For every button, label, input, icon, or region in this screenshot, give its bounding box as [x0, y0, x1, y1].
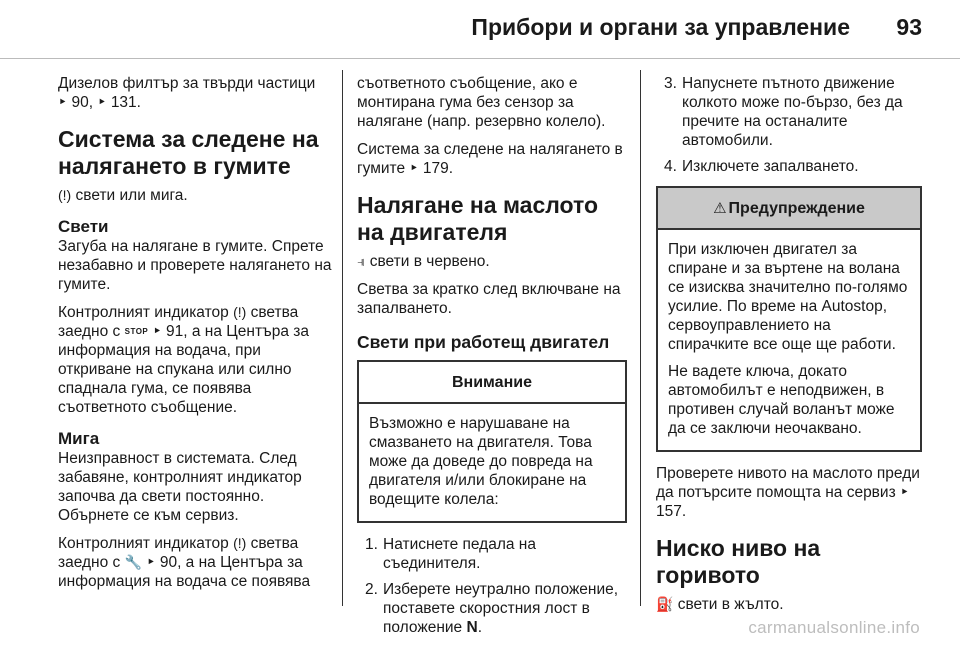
reference-arrow-icon: [409, 160, 418, 177]
caution-text: Възможно е нарушаване на смазването на двигателя. Това може да доведе до повреда на двигателя и/или блокиране на водещите колела:: [369, 415, 593, 508]
column-3: [656, 74, 922, 623]
reference-arrow-icon: [58, 94, 67, 111]
header-divider: [0, 58, 960, 59]
list-item: 2. Изберете неутрално положение, поставете скоростния лост в положение N.: [365, 581, 619, 636]
page-header: [0, 0, 960, 60]
paragraph-tpms-ref: Система за следене на налягането в гумите ‣ 179.: [357, 140, 627, 178]
list-item: 4. Изключете запалването.: [664, 158, 859, 175]
fuel-pump-icon: ⛽: [656, 596, 674, 612]
watermark: carmanualsonline.info: [748, 618, 920, 637]
paragraph-oil-check: Проверете нивото на маслото преди да потърсите помощта на сервиз ‣ 157.: [656, 464, 922, 521]
warning-triangle-icon: ⚠: [713, 200, 727, 217]
paragraph-intro: Дизелов филтър за твърди частици ‣ 90, ‣ 131.: [58, 74, 334, 112]
tire-pressure-icon: (!): [233, 304, 247, 320]
heading-lit: Свети: [58, 217, 109, 236]
warning-text-2: Не вадете ключа, докато автомобилът е неподвижен, в противен случай воланът може да се заключи неочаквано.: [668, 363, 895, 437]
gear-neutral: N: [466, 619, 478, 636]
reference-arrow-icon: [900, 484, 909, 501]
tpms-status: (!) свети или мига.: [58, 187, 188, 204]
column-divider-2: [640, 70, 641, 606]
caution-box: [357, 360, 627, 523]
warning-box: [656, 186, 922, 452]
heading-engine-running: Свети при работещ двигател: [357, 332, 610, 352]
column-divider-1: [342, 70, 343, 606]
service-wrench-icon: 🔧: [124, 554, 143, 570]
steps-list: [357, 535, 627, 637]
fuel-status: ⛽ свети в жълто.: [656, 596, 784, 613]
paragraph-blink-2: Контролният индикатор (!) светва заедно с 🔧 ‣ 90, а на Центъра за информация на водача се появява: [58, 534, 334, 591]
header-title: Прибори и органи за управление: [471, 14, 850, 40]
oil-status: ⫣ свети в червено.: [357, 253, 490, 270]
reference-arrow-icon: [153, 323, 162, 340]
warning-title: ⚠ Предупреждение: [658, 188, 920, 230]
list-item: 1. Натиснете педала на съединителя.: [365, 536, 536, 572]
heading-oil-pressure: Налягане на маслото на двигателя: [357, 192, 599, 245]
oil-can-icon: ⫣: [357, 253, 366, 269]
page-number: 93: [896, 14, 922, 40]
paragraph-oil: Светва за кратко след включване на запалването.: [357, 281, 621, 317]
paragraph-continuation: съответното съобщение, ако е монтирана гума без сензор за налягане (напр. резервно колело).: [357, 75, 606, 130]
tire-pressure-icon: (!): [58, 187, 72, 203]
stop-icon: STOP: [124, 327, 149, 336]
heading-blink: Мига: [58, 429, 100, 448]
reference-arrow-icon: [146, 554, 155, 571]
reference-arrow-icon: [97, 94, 106, 111]
column-2: [357, 74, 627, 647]
list-item: 3. Напуснете пътното движение колкото може по-бързо, без да пречите на останалите автомобили.: [664, 75, 903, 149]
heading-low-fuel: Ниско ниво на горивото: [656, 535, 821, 588]
caution-title: Внимание: [359, 362, 625, 404]
heading-tpms: Система за следене на налягането в гумите: [58, 126, 319, 179]
column-1: [58, 74, 334, 600]
warning-text-1: При изключен двигател за спиране и за въртене на волана се изисква значително по-голямо усилие. По време на Autostop, сервоуправлението на спирачките все още ще работи.: [668, 241, 908, 353]
tire-pressure-icon: (!): [233, 535, 247, 551]
paragraph-blink-1: Неизправност в системата. След забавяне, контролният индикатор започва да свети постоянно. Обърнете се към сервиз.: [58, 450, 302, 524]
paragraph-lit-2: Контролният индикатор (!) светва заедно с STOP ‣ 91, а на Центъра за информация на водача, при откриване на спукана или силно спаднала гума, се появява съответното съобщение.: [58, 303, 334, 417]
steps-list-continued: [656, 74, 922, 176]
paragraph-lit-1: Загуба на налягане в гумите. Спрете незабавно и проверете налягането на гумите.: [58, 238, 332, 293]
